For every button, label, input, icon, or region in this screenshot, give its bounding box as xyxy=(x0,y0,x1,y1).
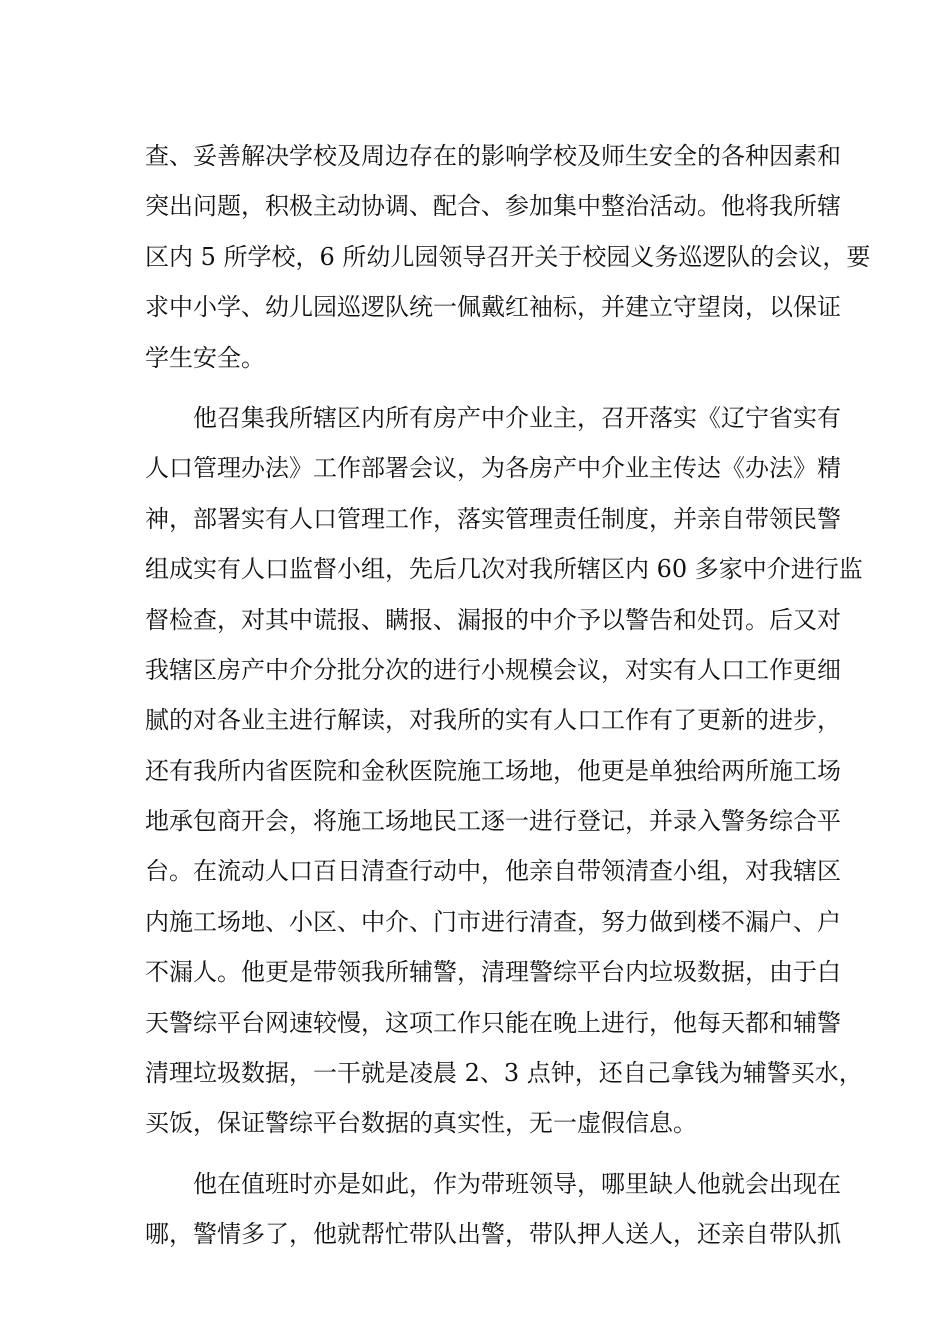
text-line: 查、妥善解决学校及周边存在的影响学校及师生安全的各种因素和 xyxy=(145,142,841,170)
paragraph-2 xyxy=(145,393,863,1149)
text-line: 腻的对各业主进行解读，对我所的实有人口工作有了更新的进步， xyxy=(145,706,841,735)
text-line: 天警综平台网速较慢，这项工作只能在晚上进行，他每天都和辅警 xyxy=(145,1008,841,1037)
text-line: 他在值班时亦是如此，作为带班领导，哪里缺人他就会出现在 xyxy=(193,1169,841,1198)
paragraph-gap xyxy=(145,383,805,393)
text-line: 神，部署实有人口管理工作，落实管理责任制度，并亲自带领民警 xyxy=(145,504,841,533)
text-line: 内施工场地、小区、中介、门市进行清查，努力做到楼不漏户、户 xyxy=(145,907,841,936)
text-line: 哪，警情多了，他就帮忙带队出警，带队押人送人，还亲自带队抓 xyxy=(145,1220,841,1249)
text-line: 组成实有人口监督小组，先后几次对我所辖区内 60 多家中介进行监 xyxy=(145,555,863,584)
text-line: 我辖区房产中介分批分次的进行小规模会议，对实有人口工作更细 xyxy=(145,655,841,684)
text-line: 台。在流动人口百日清查行动中，他亲自带领清查小组，对我辖区 xyxy=(145,857,841,886)
text-line: 清理垃圾数据，一干就是凌晨 2、3 点钟，还自己拿钱为辅警买水， xyxy=(145,1059,863,1088)
text-line: 地承包商开会，将施工场地民工逐一进行登记，并录入警务综合平 xyxy=(145,807,841,836)
paragraph-gap xyxy=(145,1149,805,1159)
text-line: 买饭，保证警综平台数据的真实性，无一虚假信息。 xyxy=(145,1109,697,1138)
text-line: 他召集我所辖区内所有房产中介业主，召开落实《辽宁省实有 xyxy=(193,403,841,432)
text-line: 人口管理办法》工作部署会议，为各房产中介业主传达《办法》精 xyxy=(145,454,841,483)
text-line: 突出问题，积极主动协调、配合、参加集中整治活动。他将我所辖 xyxy=(145,192,841,221)
text-line: 学生安全。 xyxy=(145,343,265,372)
paragraph-1 xyxy=(145,131,871,383)
text-line: 不漏人。他更是带领我所辅警，清理警综平台内垃圾数据，由于白 xyxy=(145,958,841,987)
document-body xyxy=(145,131,871,1260)
text-line: 区内 5 所学校，6 所幼儿园领导召开关于校园义务巡逻队的会议，要 xyxy=(145,242,871,271)
paragraph-3 xyxy=(145,1159,841,1260)
text-line: 还有我所内省医院和金秋医院施工场地，他更是单独给两所施工场 xyxy=(145,756,841,785)
text-line: 求中小学、幼儿园巡逻队统一佩戴红袖标，并建立守望岗，以保证 xyxy=(145,293,841,322)
text-line: 督检查，对其中谎报、瞒报、漏报的中介予以警告和处罚。后又对 xyxy=(145,605,841,634)
